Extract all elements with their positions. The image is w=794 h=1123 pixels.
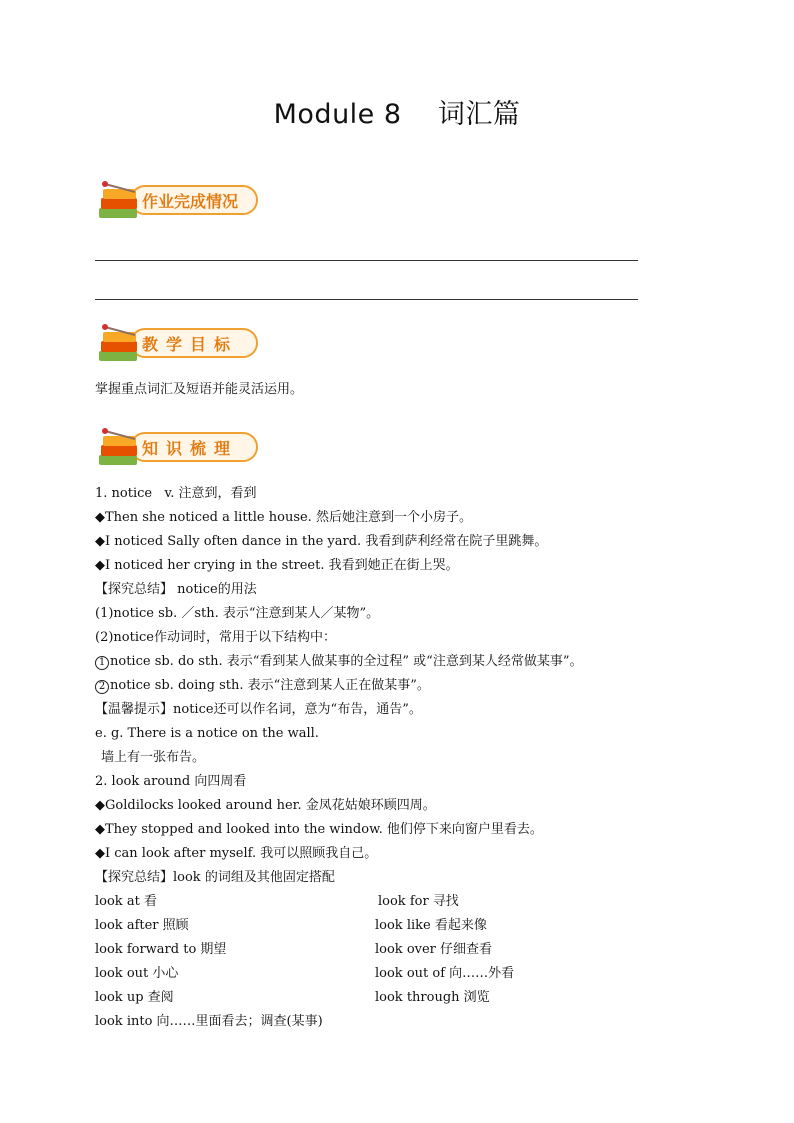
phrase-right: look over 仔细查看 — [375, 942, 493, 957]
objectives-line: 掌握重点词汇及短语并能灵活运用。 — [95, 382, 304, 397]
look-summary-heading: 【探究总结】look 的词组及其他固定搭配 — [95, 870, 335, 885]
notice-rule-2a-text: notice sb. do sth. 表示“看到某人做某事的全过程” 或“注意到某人经常做某事”。 — [110, 654, 583, 669]
phrase-row — [95, 962, 735, 986]
notice-example-1: ◆Then she noticed a little house. 然后她注意到一个小房子。 — [95, 510, 472, 525]
phrase-right: look for 寻找 — [378, 894, 459, 909]
notice-rule-1: (1)notice sb. ／sth. 表示“注意到某人／某物”。 — [95, 606, 380, 621]
phrase-left: look out 小心 — [95, 966, 179, 981]
phrase-row — [95, 986, 735, 1010]
phrase-right: look out of 向……外看 — [375, 966, 515, 981]
notice-rule-2b-text: notice sb. doing sth. 表示“注意到某人正在做某事”。 — [110, 678, 430, 693]
answer-line-2 — [95, 299, 638, 300]
look-heading: 2. look around 向四周看 — [95, 774, 247, 789]
notice-example-chinese: 墙上有一张布告。 — [101, 750, 206, 765]
notice-summary-heading: 【探究总结】 notice的用法 — [95, 582, 257, 597]
section-badge-homework — [95, 180, 260, 224]
notice-rule-2b — [95, 674, 735, 698]
notice-rule-2a — [95, 650, 735, 674]
notice-example-english: e. g. There is a notice on the wall. — [95, 726, 319, 741]
notice-rule-2: (2)notice作动词时，常用于以下结构中： — [95, 630, 336, 645]
phrase-row — [95, 914, 735, 938]
phrase-row — [95, 890, 735, 914]
notice-heading: 1. notice v. 注意到，看到 — [95, 486, 257, 501]
section-label-knowledge: 知识梳理 — [142, 439, 239, 458]
phrase-row — [95, 938, 735, 962]
phrase-left: look at 看 — [95, 894, 157, 909]
phrase-left: look forward to 期望 — [95, 942, 227, 957]
notice-tip: 【温馨提示】notice还可以作名词，意为“布告，通告”。 — [95, 702, 422, 717]
notice-example-2: ◆I noticed Sally often dance in the yard. 我看到萨利经常在院子里跳舞。 — [95, 534, 548, 549]
section-label-homework: 作业完成情况 — [142, 192, 239, 211]
objectives-text — [95, 378, 735, 402]
phrase-left: look into 向……里面看去；调查(某事) — [95, 1014, 323, 1029]
section-badge-objectives — [95, 323, 260, 367]
section-badge-knowledge — [95, 427, 260, 471]
look-example-1: ◆Goldilocks looked around her. 金凤花姑娘环顾四周。 — [95, 798, 436, 813]
notice-example-3: ◆I noticed her crying in the street. 我看到她正在街上哭。 — [95, 558, 459, 573]
circled-number: 2 — [95, 680, 109, 694]
answer-line-1 — [95, 260, 638, 261]
knowledge-content — [95, 482, 735, 1034]
phrase-right: look like 看起来像 — [375, 918, 487, 933]
circled-number: 1 — [95, 656, 109, 670]
section-label-objectives: 教学目标 — [142, 335, 239, 354]
page-title: Module 8 词汇篇 — [273, 99, 521, 130]
phrase-left: look after 照顾 — [95, 918, 189, 933]
phrase-row — [95, 1010, 735, 1034]
look-example-3: ◆I can look after myself. 我可以照顾我自己。 — [95, 846, 378, 861]
phrase-left: look up 查阅 — [95, 990, 174, 1005]
phrase-right: look through 浏览 — [375, 990, 490, 1005]
look-example-2: ◆They stopped and looked into the window. 他们停下来向窗户里看去。 — [95, 822, 543, 837]
